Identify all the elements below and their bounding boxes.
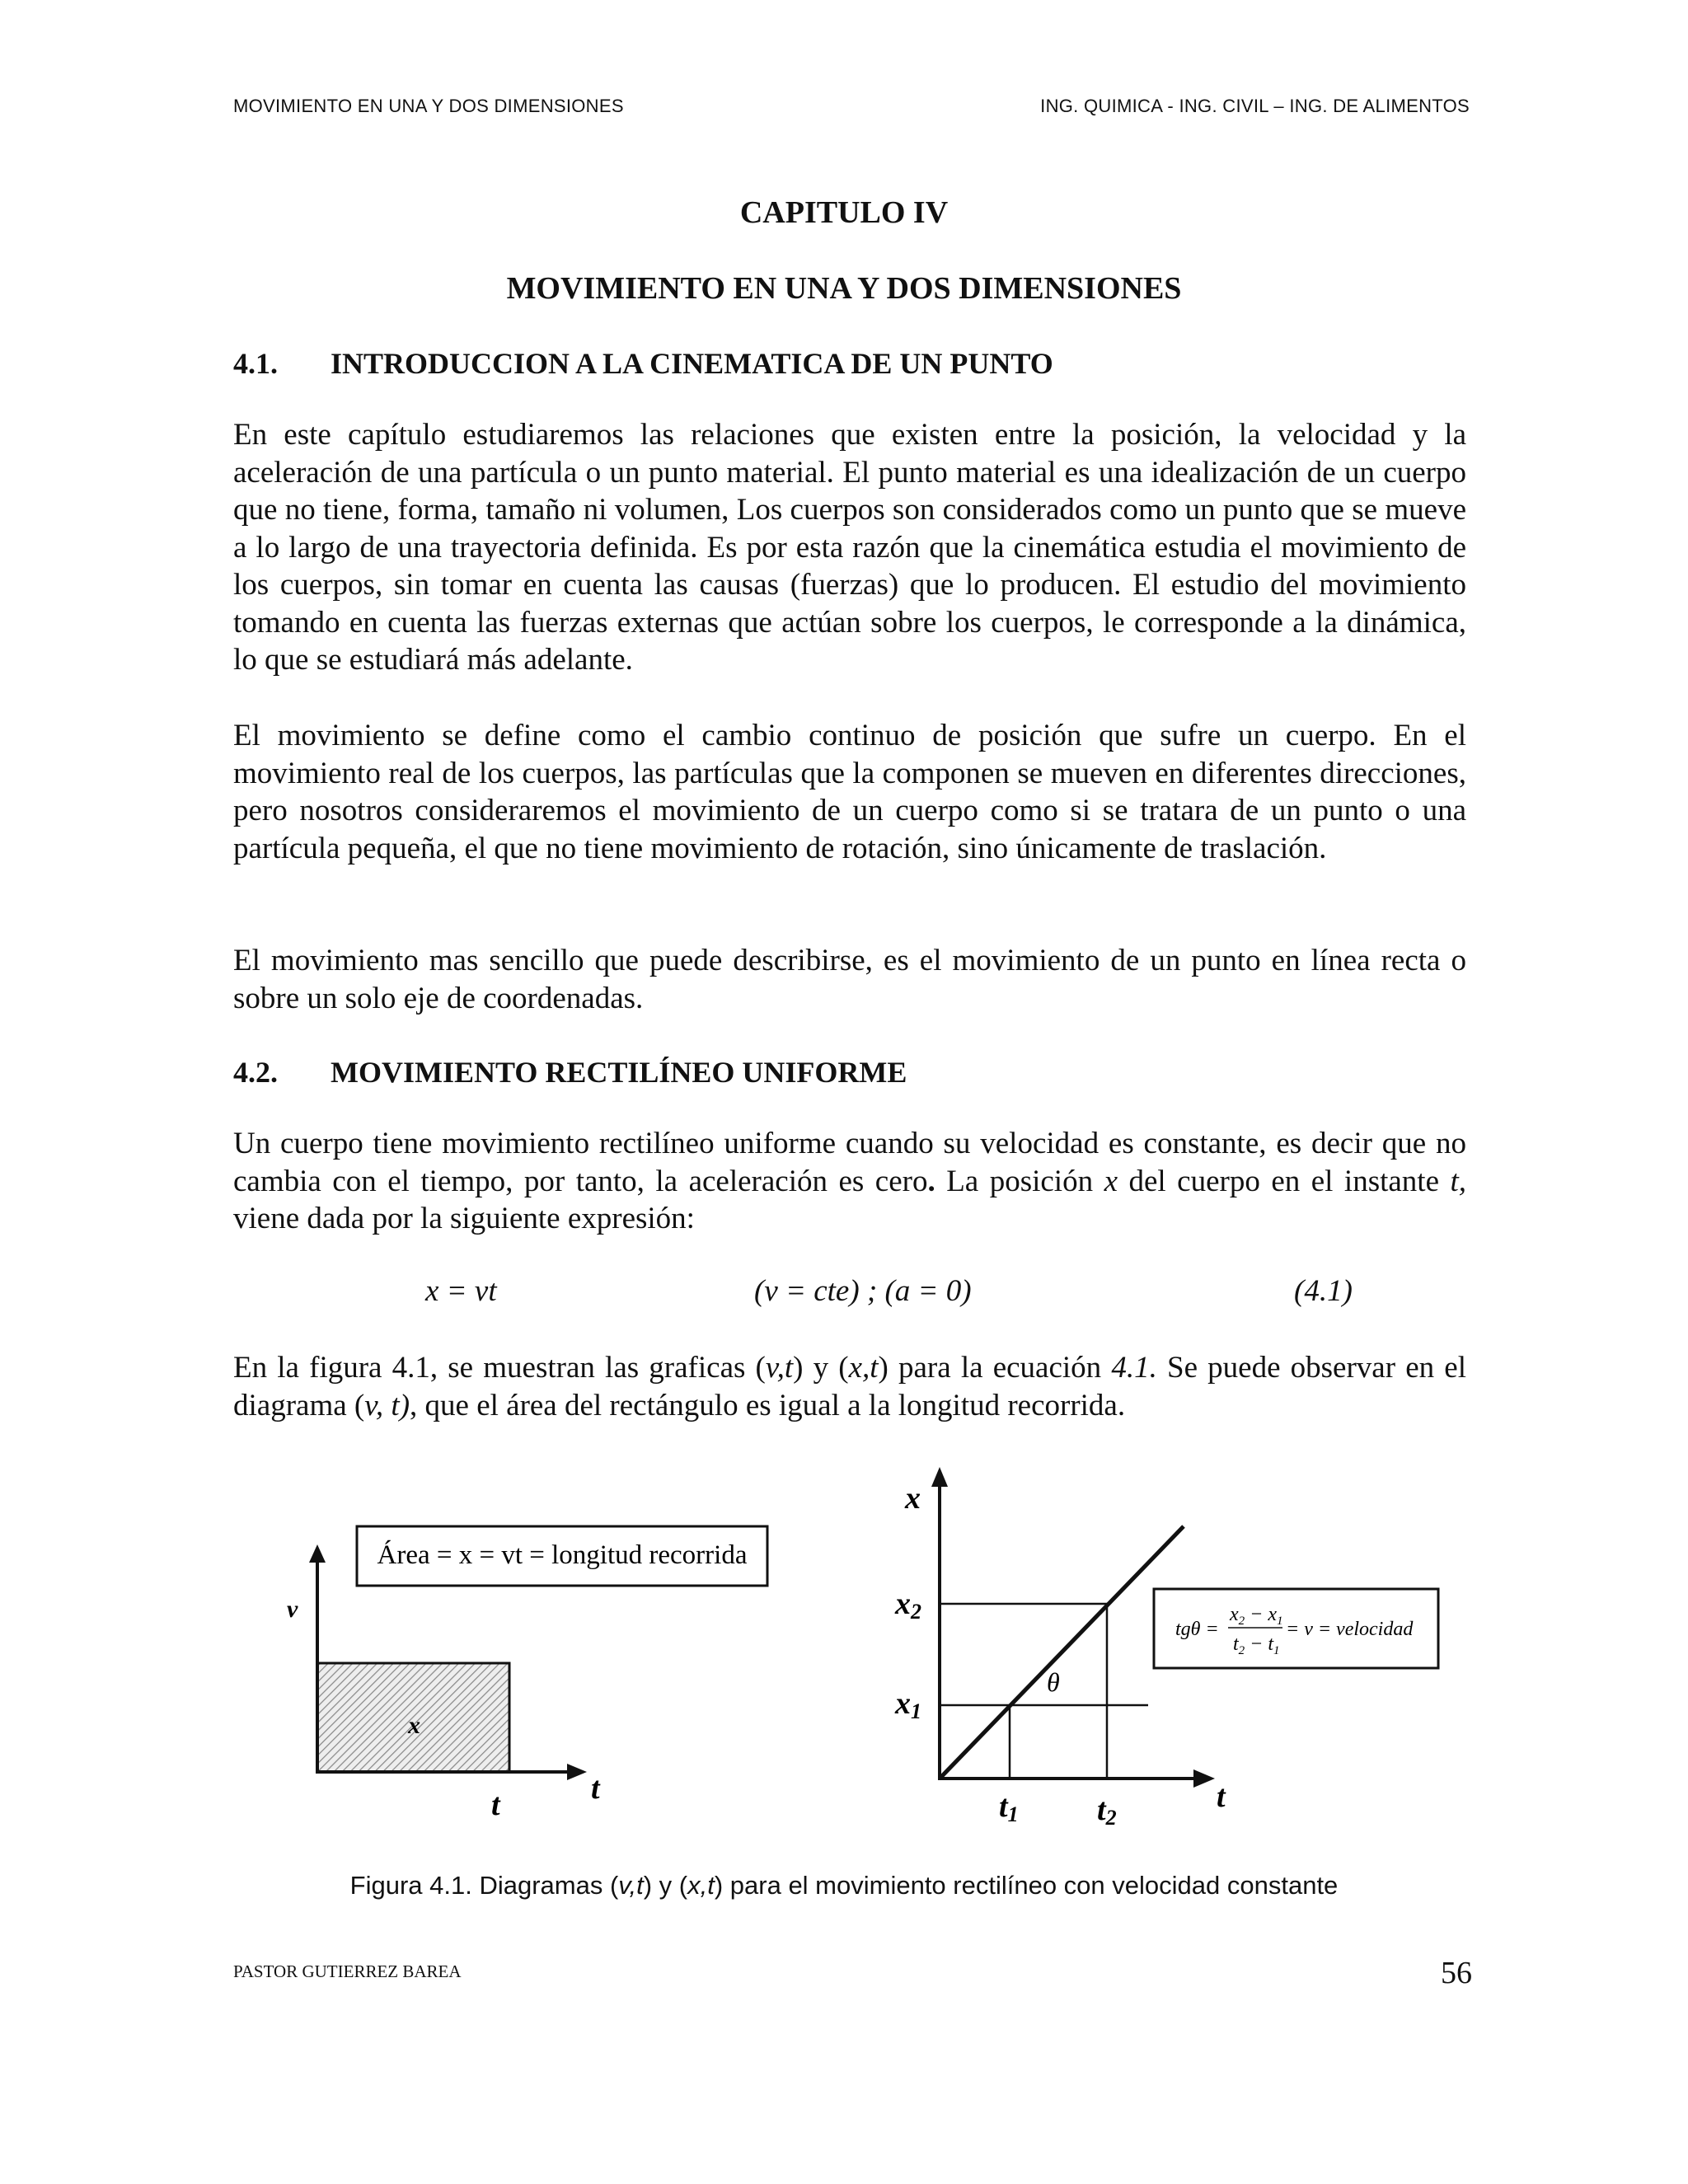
svg-text:tgθ =: tgθ = (1175, 1619, 1219, 1640)
t-axis-label: t (1217, 1779, 1226, 1814)
text-run: x (1104, 1164, 1118, 1198)
text-run: ) y ( (643, 1871, 688, 1900)
text-run: Figura 4.1. Diagramas ( (349, 1871, 619, 1900)
t-axis-label: t (591, 1771, 600, 1806)
svg-text:x2 − x1: $x_2 - x_1$ (1230, 1604, 1283, 1628)
section-number: 4.2. (233, 1056, 278, 1089)
text-run: . (927, 1164, 935, 1198)
section-title: INTRODUCCION A LA CINEMATICA DE UN PUNTO (331, 347, 1053, 380)
theta-label: θ (1047, 1667, 1060, 1697)
x2-label: x2 (895, 1586, 921, 1624)
text-run: t, (1450, 1164, 1467, 1198)
page-number: 56 (1441, 1956, 1472, 1990)
x1-label: x1 (895, 1686, 921, 1723)
text-run: Un cuerpo tiene movimiento rectilíneo uniforme cuando su velocidad es constante, es decir que no cambia con el tiempo, por tanto, la aceleración es cero (233, 1127, 1466, 1198)
area-formula-text: Área = x = vt = longitud recorrida (377, 1540, 748, 1570)
t1-label: t1 (999, 1789, 1019, 1826)
svg-text:= v = velocidad: = v = velocidad (1286, 1619, 1414, 1640)
area-label: x (408, 1712, 420, 1739)
section-number: 4.1. (233, 347, 278, 380)
t-value-label: t (491, 1788, 500, 1822)
x-axis-arrow-icon (931, 1467, 948, 1487)
t-axis-arrow-icon (1193, 1769, 1215, 1788)
position-line (940, 1526, 1184, 1779)
footer-author: PASTOR GUTIERREZ BAREA (233, 1961, 462, 1981)
text-run: La posición (935, 1164, 1104, 1198)
figure-caption (0, 1871, 1688, 1900)
text-run: ) para la ecuación (878, 1351, 1112, 1385)
svg-text:t2 − t1: $t_2 - t_1$ (1233, 1633, 1280, 1657)
paragraph-movement-definition: El movimiento se define como el cambio continuo de posición que sufre un cuerpo. En el movimiento real de los cuerpos, las partículas que la componen se mueven en diferentes direcciones, pero nosotros consideraremos el movimiento de un cuerpo como si se tratara de un punto o una partícula pequeña, el que no tiene movimiento de rotación, sino únicamente de traslación. (233, 719, 1466, 865)
text-run: 4.1. (1111, 1351, 1157, 1385)
running-header-left: MOVIMIENTO EN UNA Y DOS DIMENSIONES (233, 96, 624, 116)
t2-label: t2 (1097, 1793, 1117, 1830)
section-title: MOVIMIENTO RECTILÍNEO UNIFORME (331, 1056, 907, 1089)
chapter-title: MOVIMIENTO EN UNA Y DOS DIMENSIONES (506, 271, 1182, 306)
running-header-right: ING. QUIMICA - ING. CIVIL – ING. DE ALIMENTOS (1040, 96, 1470, 116)
text-run: v, t) (364, 1388, 410, 1422)
x-axis-label: x (905, 1481, 921, 1516)
vt-graph (287, 1526, 767, 1822)
text-run: x,t (848, 1351, 879, 1385)
equation-condition: (v = cte) ; (a = 0) (754, 1274, 972, 1308)
v-axis-arrow-icon (309, 1544, 326, 1563)
equation-left: x = vt (425, 1274, 497, 1308)
text-run: del cuerpo en el instante (1118, 1164, 1451, 1198)
text-run: , que el área del rectángulo es igual a la longitud recorrida. (410, 1388, 1126, 1422)
text-run: En la figura 4.1, se muestran las graficas ( (233, 1351, 766, 1385)
text-run: x,t (687, 1871, 715, 1900)
equation-number: (4.1) (1294, 1274, 1353, 1308)
paragraph-intro: En este capítulo estudiaremos las relaciones que existen entre la posición, la velocidad y la aceleración de una partícula o un punto material. El punto material es una idealización de un cuerpo que no tiene, forma, tamaño ni volumen, Los cuerpos son considerados como un punto que se mueve a lo largo de una trayectoria definida. Es por esta razón que la cinemática estudia el movimiento de los cuerpos, sin tomar en cuenta las causas (fuerzas) que lo producen. El estudio del movimiento tomando en cuenta las fuerzas externas que actúan sobre los cuerpos, le corresponde a la dinámica, lo que se estudiará más adelante. (233, 418, 1466, 677)
text-run: v,t (765, 1351, 794, 1385)
t-axis-arrow-icon (567, 1764, 587, 1780)
v-axis-label: v (287, 1596, 298, 1623)
text-run: viene dada por la siguiente expresión: (233, 1202, 695, 1235)
text-run: ) para el movimiento rectilíneo con velocidad constante (714, 1871, 1339, 1900)
chapter-label: CAPITULO IV (739, 195, 949, 230)
xt-graph (894, 1467, 1438, 1830)
paragraph-simple-movement: El movimiento mas sencillo que puede describirse, es el movimiento de un punto en línea recta o sobre un solo eje de coordenadas. (233, 944, 1466, 1015)
text-run: Se puede observar en el diagrama ( (233, 1351, 1466, 1422)
text-run: v,t (618, 1871, 644, 1900)
text-run: ) y ( (793, 1351, 849, 1385)
